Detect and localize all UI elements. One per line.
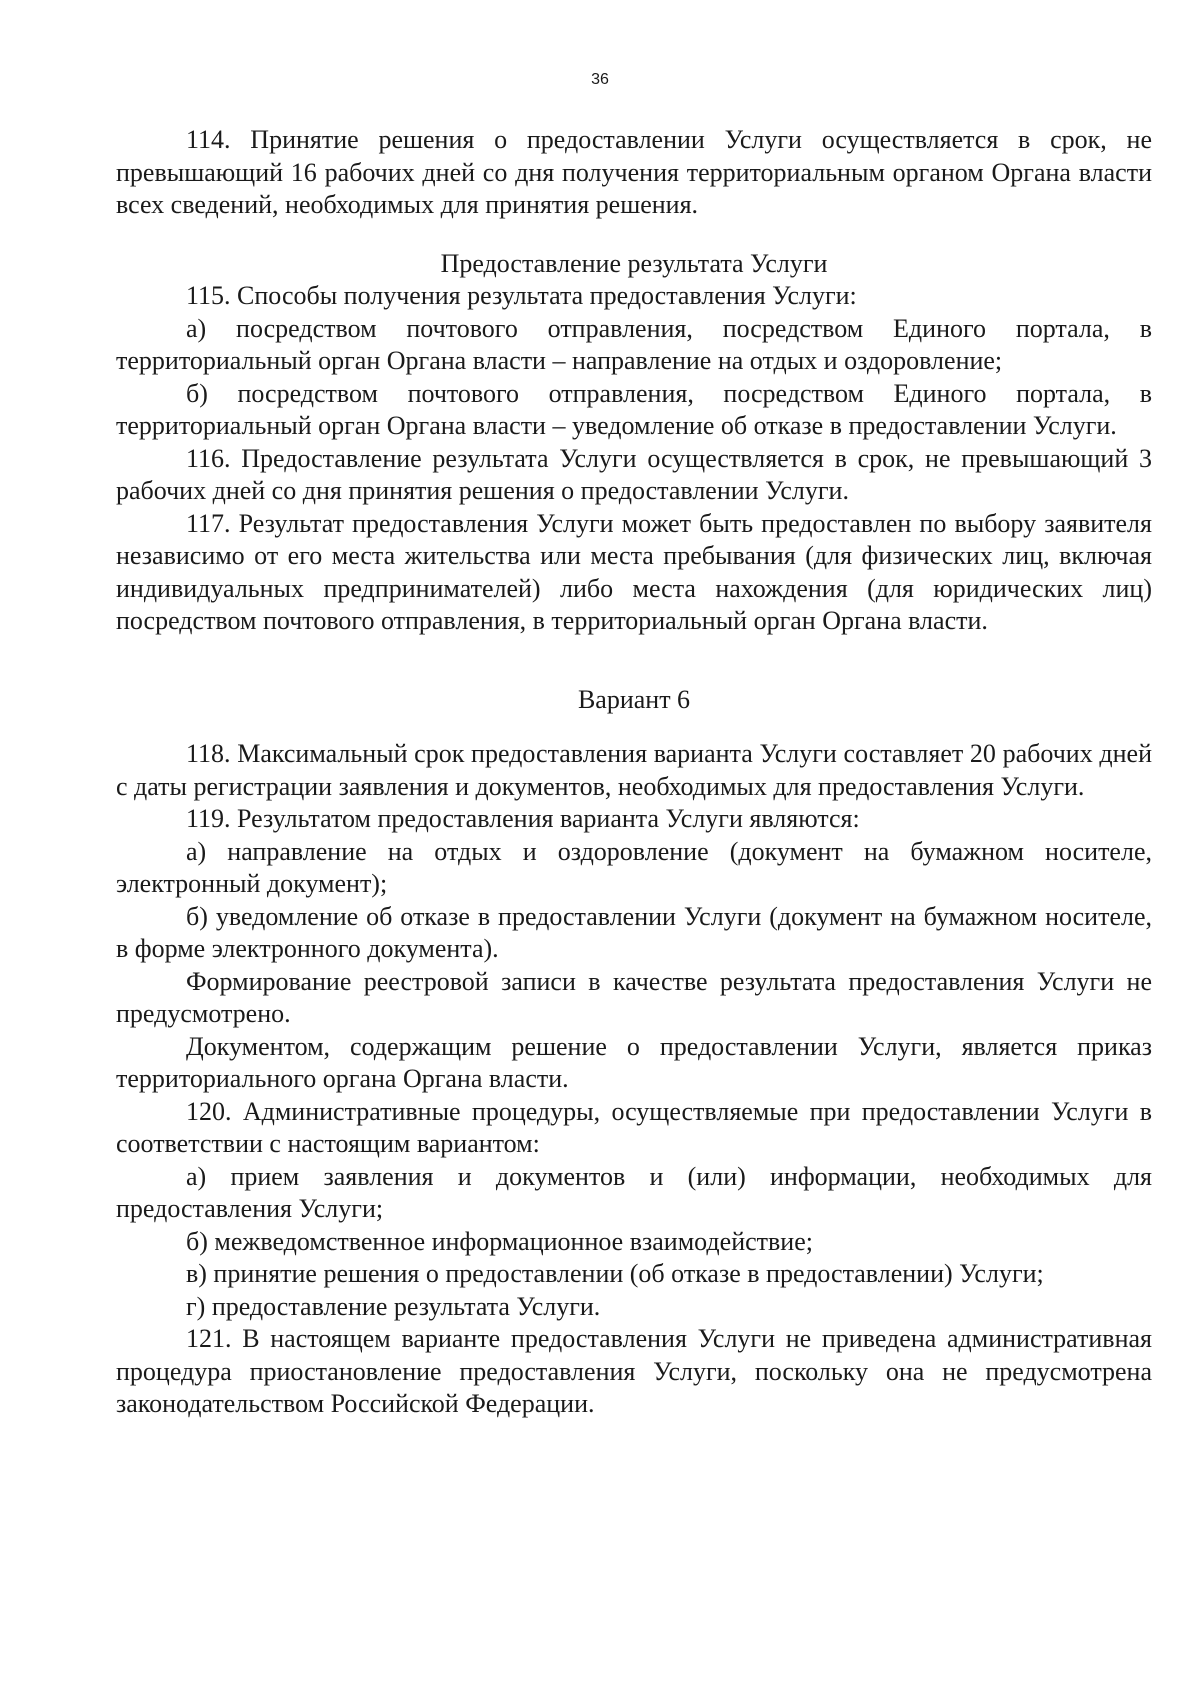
paragraph-120-b: б) межведомственное информационное взаимодействие;	[186, 1226, 813, 1256]
paragraph-121: 121. В настоящем варианте предоставления Услуги не приведена административная процедура приостановление предоставления Услуги, поскольку она не предусмотрена законодательством Российской Федерации.	[116, 1324, 1152, 1418]
page-number: 36	[591, 71, 609, 88]
paragraph-120-c: в) принятие решения о предоставлении (об отказе в предоставлении) Услуги;	[186, 1259, 1044, 1288]
paragraph-registry-record: Формирование реестровой записи в качестве результата предоставления Услуги не предусмотрено.	[116, 966, 1152, 1028]
spacer	[116, 638, 1152, 684]
section-heading-result: Предоставление результата Услуги	[440, 248, 828, 278]
spacer	[116, 716, 1152, 738]
paragraph-117: 117. Результат предоставления Услуги может быть предоставлен по выбору заявителя независимо от его места жительства или места пребывания (для физических лиц, включая индивидуальных предпринимателей) либо места нахождения (для юридических лиц) посредством почтового отправления, в территориальный орган Органа власти.	[116, 508, 1152, 635]
paragraph-116: 116. Предоставление результата Услуги осуществляется в срок, не превышающий 3 рабочих дней со дня принятия решения о предоставлении Услуги.	[116, 443, 1152, 505]
section-heading-variant: Вариант 6	[577, 684, 691, 714]
paragraph-119-b: б) уведомление об отказе в предоставлении Услуги (документ на бумажном носителе, в форме электронного документа).	[116, 901, 1152, 963]
paragraph-decision-document: Документом, содержащим решение о предоставлении Услуги, является приказ территориального органа Органа власти.	[116, 1031, 1152, 1093]
document-body	[116, 124, 1152, 1421]
paragraph-120-d: г) предоставление результата Услуги.	[186, 1291, 601, 1321]
paragraph-114: 114. Принятие решения о предоставлении Услуги осуществляется в срок, не превышающий 16 рабочих дней со дня получения территориальным органом Органа власти всех сведений, необходимых для принятия решения.	[116, 125, 1152, 219]
paragraph-115-a: а) посредством почтового отправления, посредством Единого портала, в территориальный орган Органа власти – направление на отдых и оздоровление;	[116, 313, 1152, 375]
paragraph-120-a: а) прием заявления и документов и (или) информации, необходимых для предоставления Услуги;	[116, 1161, 1152, 1223]
paragraph-115: 115. Способы получения результата предоставления Услуги:	[186, 281, 857, 310]
paragraph-115-b: б) посредством почтового отправления, посредством Единого портала, в территориальный орган Органа власти – уведомление об отказе в предоставлении Услуги.	[116, 378, 1152, 440]
spacer	[116, 222, 1152, 248]
paragraph-118: 118. Максимальный срок предоставления варианта Услуги составляет 20 рабочих дней с даты регистрации заявления и документов, необходимых для предоставления Услуги.	[116, 739, 1152, 801]
paragraph-120: 120. Административные процедуры, осуществляемые при предоставлении Услуги в соответствии с настоящим вариантом:	[116, 1096, 1152, 1158]
paragraph-119: 119. Результатом предоставления варианта Услуги являются:	[186, 804, 860, 833]
paragraph-119-a: а) направление на отдых и оздоровление (документ на бумажном носителе, электронный документ);	[116, 836, 1152, 898]
